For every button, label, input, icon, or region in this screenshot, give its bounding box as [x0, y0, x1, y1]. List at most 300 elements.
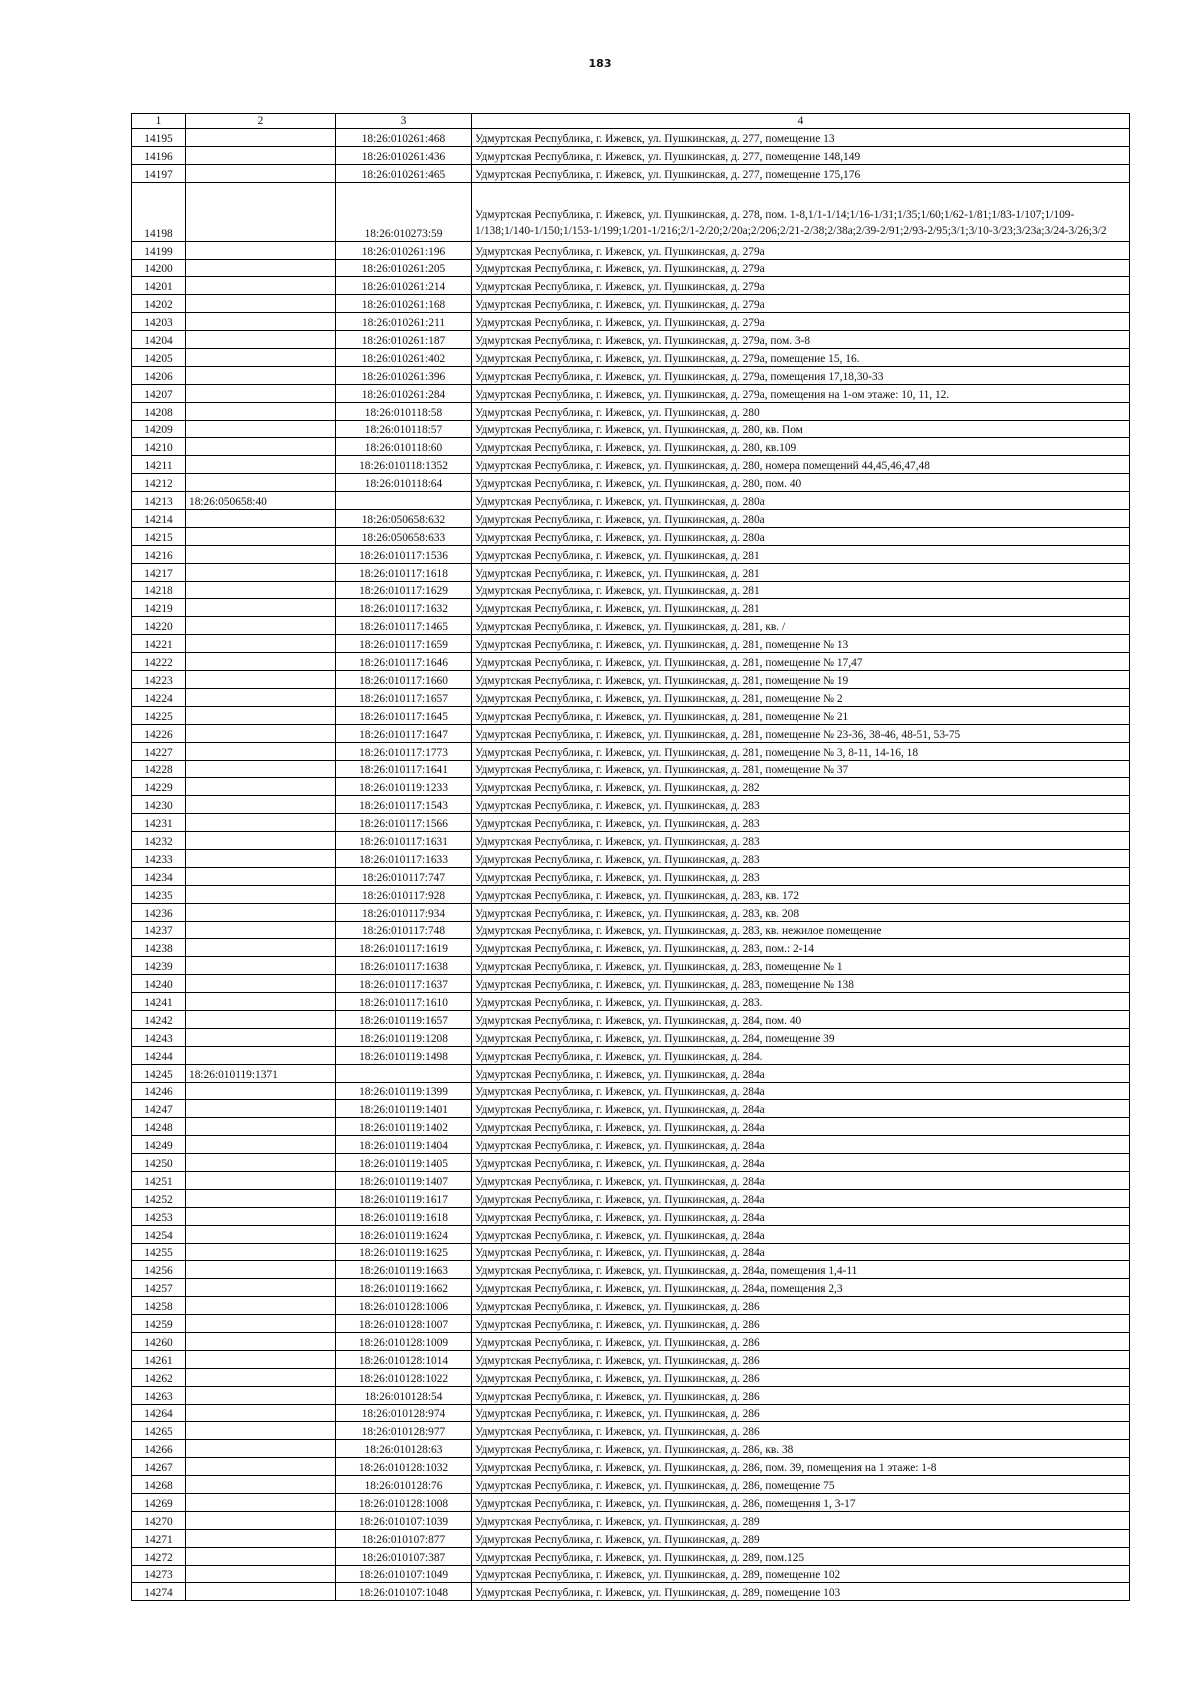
- table-row: [132, 1225, 1130, 1243]
- address-cell: Удмуртская Республика, г. Ижевск, ул. Пушкинская, д. 279а: [472, 313, 1130, 331]
- land-cadastral-cell: [186, 1511, 336, 1529]
- object-cadastral-cell: 18:26:010128:54: [336, 1386, 472, 1404]
- land-cadastral-cell: [186, 796, 336, 814]
- object-cadastral-cell: 18:26:010117:1465: [336, 617, 472, 635]
- address-cell: Удмуртская Республика, г. Ижевск, ул. Пушкинская, д. 280, пом. 40: [472, 474, 1130, 492]
- land-cadastral-cell: [186, 129, 336, 147]
- land-cadastral-cell: [186, 1225, 336, 1243]
- address-cell: Удмуртская Республика, г. Ижевск, ул. Пушкинская, д. 278, пом. 1-8,1/1-1/14;1/16-1/31;1/35;1/60;1/62-1/81;1/83-1/107;1/109-1/138;1/140-1/150;1/153-1/199;1/201-1/216;2/1-2/20;2/20а;2/206;2/21-2/38;2/38а;2/39-2/91;2/93-2/95;3/1;3/10-3/23;3/23а;3/24-3/26;3/2: [472, 182, 1130, 241]
- object-cadastral-cell: 18:26:010117:1629: [336, 581, 472, 599]
- row-number-cell: 14222: [132, 653, 186, 671]
- object-cadastral-cell: 18:26:010261:187: [336, 331, 472, 349]
- object-cadastral-cell: 18:26:010107:1048: [336, 1583, 472, 1601]
- object-cadastral-cell: 18:26:010119:1401: [336, 1100, 472, 1118]
- land-cadastral-cell: [186, 671, 336, 689]
- address-cell: Удмуртская Республика, г. Ижевск, ул. Пушкинская, д. 286: [472, 1386, 1130, 1404]
- table-row: [132, 1136, 1130, 1154]
- land-cadastral-cell: [186, 975, 336, 993]
- land-cadastral-cell: 18:26:050658:40: [186, 492, 336, 510]
- land-cadastral-cell: [186, 903, 336, 921]
- row-number-cell: 14260: [132, 1333, 186, 1351]
- object-cadastral-cell: 18:26:010128:977: [336, 1422, 472, 1440]
- object-cadastral-cell: 18:26:010128:76: [336, 1476, 472, 1494]
- row-number-cell: 14247: [132, 1100, 186, 1118]
- table-row: [132, 760, 1130, 778]
- row-number-cell: 14223: [132, 671, 186, 689]
- row-number-cell: 14224: [132, 688, 186, 706]
- address-cell: Удмуртская Республика, г. Ижевск, ул. Пушкинская, д. 281, помещение № 23-36, 38-46, 48-51, 53-75: [472, 724, 1130, 742]
- row-number-cell: 14267: [132, 1458, 186, 1476]
- table-row: [132, 1368, 1130, 1386]
- table-row: [132, 993, 1130, 1011]
- land-cadastral-cell: [186, 1565, 336, 1583]
- address-cell: Удмуртская Республика, г. Ижевск, ул. Пушкинская, д. 277, помещение 13: [472, 129, 1130, 147]
- address-cell: Удмуртская Республика, г. Ижевск, ул. Пушкинская, д. 279а: [472, 259, 1130, 277]
- row-number-cell: 14207: [132, 384, 186, 402]
- land-cadastral-cell: [186, 1243, 336, 1261]
- table-row: [132, 1189, 1130, 1207]
- table-row: [132, 1171, 1130, 1189]
- object-cadastral-cell: 18:26:010119:1498: [336, 1046, 472, 1064]
- object-cadastral-cell: 18:26:010117:1657: [336, 688, 472, 706]
- land-cadastral-cell: [186, 331, 336, 349]
- land-cadastral-cell: [186, 599, 336, 617]
- land-cadastral-cell: [186, 1171, 336, 1189]
- row-number-cell: 14227: [132, 742, 186, 760]
- table-row: [132, 581, 1130, 599]
- object-cadastral-cell: 18:26:010117:1566: [336, 814, 472, 832]
- land-cadastral-cell: [186, 1082, 336, 1100]
- table-row: [132, 1046, 1130, 1064]
- address-cell: Удмуртская Республика, г. Ижевск, ул. Пушкинская, д. 277, помещение 175,176: [472, 164, 1130, 182]
- row-number-cell: 14255: [132, 1243, 186, 1261]
- object-cadastral-cell: 18:26:010117:1659: [336, 635, 472, 653]
- object-cadastral-cell: 18:26:010117:1536: [336, 545, 472, 563]
- object-cadastral-cell: [336, 1064, 472, 1082]
- row-number-cell: 14253: [132, 1207, 186, 1225]
- row-number-cell: 14261: [132, 1350, 186, 1368]
- land-cadastral-cell: [186, 867, 336, 885]
- row-number-cell: 14200: [132, 259, 186, 277]
- object-cadastral-cell: 18:26:010118:58: [336, 402, 472, 420]
- address-cell: Удмуртская Республика, г. Ижевск, ул. Пушкинская, д. 286: [472, 1368, 1130, 1386]
- address-cell: Удмуртская Республика, г. Ижевск, ул. Пушкинская, д. 284а: [472, 1082, 1130, 1100]
- object-cadastral-cell: 18:26:010119:1405: [336, 1154, 472, 1172]
- address-cell: Удмуртская Республика, г. Ижевск, ул. Пушкинская, д. 281: [472, 563, 1130, 581]
- column-header-address: 4: [472, 114, 1130, 129]
- object-cadastral-cell: 18:26:010117:1543: [336, 796, 472, 814]
- land-cadastral-cell: [186, 885, 336, 903]
- object-cadastral-cell: [336, 492, 472, 510]
- object-cadastral-cell: 18:26:010119:1208: [336, 1028, 472, 1046]
- object-cadastral-cell: 18:26:010118:64: [336, 474, 472, 492]
- object-cadastral-cell: 18:26:010128:1007: [336, 1315, 472, 1333]
- row-number-cell: 14221: [132, 635, 186, 653]
- table-row: [132, 331, 1130, 349]
- object-cadastral-cell: 18:26:010119:1618: [336, 1207, 472, 1225]
- table-row: [132, 653, 1130, 671]
- row-number-cell: 14268: [132, 1476, 186, 1494]
- table-row: [132, 259, 1130, 277]
- table-row: [132, 796, 1130, 814]
- object-cadastral-cell: 18:26:010119:1399: [336, 1082, 472, 1100]
- row-number-cell: 14272: [132, 1547, 186, 1565]
- land-cadastral-cell: [186, 527, 336, 545]
- object-cadastral-cell: 18:26:010128:1009: [336, 1333, 472, 1351]
- land-cadastral-cell: [186, 849, 336, 867]
- land-cadastral-cell: [186, 688, 336, 706]
- address-cell: Удмуртская Республика, г. Ижевск, ул. Пушкинская, д. 284.: [472, 1046, 1130, 1064]
- object-cadastral-cell: 18:26:010119:1624: [336, 1225, 472, 1243]
- address-cell: Удмуртская Республика, г. Ижевск, ул. Пушкинская, д. 284а, помещения 1,4-11: [472, 1261, 1130, 1279]
- land-cadastral-cell: [186, 1207, 336, 1225]
- land-cadastral-cell: [186, 760, 336, 778]
- table-row: [132, 1261, 1130, 1279]
- row-number-cell: 14219: [132, 599, 186, 617]
- address-cell: Удмуртская Республика, г. Ижевск, ул. Пушкинская, д. 286, пом. 39, помещения на 1 этаже: 1-8: [472, 1458, 1130, 1476]
- address-cell: Удмуртская Республика, г. Ижевск, ул. Пушкинская, д. 281, помещение № 17,47: [472, 653, 1130, 671]
- address-cell: Удмуртская Республика, г. Ижевск, ул. Пушкинская, д. 286: [472, 1297, 1130, 1315]
- address-cell: Удмуртская Республика, г. Ижевск, ул. Пушкинская, д. 279а: [472, 241, 1130, 259]
- address-cell: Удмуртская Республика, г. Ижевск, ул. Пушкинская, д. 280: [472, 402, 1130, 420]
- row-number-cell: 14238: [132, 939, 186, 957]
- row-number-cell: 14239: [132, 957, 186, 975]
- address-cell: Удмуртская Республика, г. Ижевск, ул. Пушкинская, д. 284, пом. 40: [472, 1010, 1130, 1028]
- row-number-cell: 14228: [132, 760, 186, 778]
- land-cadastral-cell: [186, 1458, 336, 1476]
- address-cell: Удмуртская Республика, г. Ижевск, ул. Пушкинская, д. 283, кв. нежилое помещение: [472, 921, 1130, 939]
- address-cell: Удмуртская Республика, г. Ижевск, ул. Пушкинская, д. 279а, пом. 3-8: [472, 331, 1130, 349]
- object-cadastral-cell: 18:26:010117:748: [336, 921, 472, 939]
- row-number-cell: 14231: [132, 814, 186, 832]
- table-row: [132, 1565, 1130, 1583]
- row-number-cell: 14257: [132, 1279, 186, 1297]
- row-number-cell: 14259: [132, 1315, 186, 1333]
- land-cadastral-cell: [186, 939, 336, 957]
- address-cell: Удмуртская Республика, г. Ижевск, ул. Пушкинская, д. 283: [472, 832, 1130, 850]
- object-cadastral-cell: 18:26:010261:436: [336, 146, 472, 164]
- object-cadastral-cell: 18:26:010261:402: [336, 349, 472, 367]
- address-cell: Удмуртская Республика, г. Ижевск, ул. Пушкинская, д. 280, номера помещений 44,45,46,47,48: [472, 456, 1130, 474]
- land-cadastral-cell: [186, 241, 336, 259]
- table-row: [132, 688, 1130, 706]
- land-cadastral-cell: [186, 617, 336, 635]
- row-number-cell: 14252: [132, 1189, 186, 1207]
- row-number-cell: 14213: [132, 492, 186, 510]
- row-number-cell: 14233: [132, 849, 186, 867]
- land-cadastral-cell: [186, 1279, 336, 1297]
- land-cadastral-cell: [186, 635, 336, 653]
- object-cadastral-cell: 18:26:010119:1662: [336, 1279, 472, 1297]
- address-cell: Удмуртская Республика, г. Ижевск, ул. Пушкинская, д. 284а: [472, 1189, 1130, 1207]
- object-cadastral-cell: 18:26:010117:1641: [336, 760, 472, 778]
- table-row: [132, 492, 1130, 510]
- land-cadastral-cell: [186, 814, 336, 832]
- object-cadastral-cell: 18:26:010128:1006: [336, 1297, 472, 1315]
- table-row: [132, 366, 1130, 384]
- object-cadastral-cell: 18:26:010128:1008: [336, 1494, 472, 1512]
- row-number-cell: 14197: [132, 164, 186, 182]
- address-cell: Удмуртская Республика, г. Ижевск, ул. Пушкинская, д. 286: [472, 1350, 1130, 1368]
- row-number-cell: 14236: [132, 903, 186, 921]
- object-cadastral-cell: 18:26:010128:1014: [336, 1350, 472, 1368]
- table-row: [132, 1529, 1130, 1547]
- row-number-cell: 14218: [132, 581, 186, 599]
- object-cadastral-cell: 18:26:010107:877: [336, 1529, 472, 1547]
- object-cadastral-cell: 18:26:010261:284: [336, 384, 472, 402]
- object-cadastral-cell: 18:26:010261:214: [336, 277, 472, 295]
- land-cadastral-cell: [186, 146, 336, 164]
- table-row: [132, 1404, 1130, 1422]
- object-cadastral-cell: 18:26:010261:205: [336, 259, 472, 277]
- object-cadastral-cell: 18:26:010117:1618: [336, 563, 472, 581]
- address-cell: Удмуртская Республика, г. Ижевск, ул. Пушкинская, д. 284а: [472, 1136, 1130, 1154]
- object-cadastral-cell: 18:26:010117:1633: [336, 849, 472, 867]
- land-cadastral-cell: [186, 1046, 336, 1064]
- table-row: [132, 1386, 1130, 1404]
- land-cadastral-cell: [186, 474, 336, 492]
- object-cadastral-cell: 18:26:010119:1407: [336, 1171, 472, 1189]
- address-cell: Удмуртская Республика, г. Ижевск, ул. Пушкинская, д. 289, пом.125: [472, 1547, 1130, 1565]
- table-row: [132, 420, 1130, 438]
- object-cadastral-cell: 18:26:010261:196: [336, 241, 472, 259]
- address-cell: Удмуртская Республика, г. Ижевск, ул. Пушкинская, д. 286: [472, 1333, 1130, 1351]
- row-number-cell: 14244: [132, 1046, 186, 1064]
- row-number-cell: 14220: [132, 617, 186, 635]
- row-number-cell: 14225: [132, 706, 186, 724]
- table-row: [132, 146, 1130, 164]
- land-cadastral-cell: [186, 1028, 336, 1046]
- registry-table: [131, 113, 1130, 1601]
- table-row: [132, 867, 1130, 885]
- row-number-cell: 14248: [132, 1118, 186, 1136]
- address-cell: Удмуртская Республика, г. Ижевск, ул. Пушкинская, д. 283, помещение № 138: [472, 975, 1130, 993]
- address-cell: Удмуртская Республика, г. Ижевск, ул. Пушкинская, д. 283, помещение № 1: [472, 957, 1130, 975]
- row-number-cell: 14214: [132, 510, 186, 528]
- object-cadastral-cell: 18:26:050658:633: [336, 527, 472, 545]
- row-number-cell: 14237: [132, 921, 186, 939]
- table-row: [132, 1440, 1130, 1458]
- row-number-cell: 14249: [132, 1136, 186, 1154]
- table-row: [132, 903, 1130, 921]
- object-cadastral-cell: 18:26:010117:1660: [336, 671, 472, 689]
- land-cadastral-cell: [186, 313, 336, 331]
- row-number-cell: 14215: [132, 527, 186, 545]
- object-cadastral-cell: 18:26:010117:1646: [336, 653, 472, 671]
- land-cadastral-cell: [186, 456, 336, 474]
- address-cell: Удмуртская Республика, г. Ижевск, ул. Пушкинская, д. 284, помещение 39: [472, 1028, 1130, 1046]
- table-row: [132, 1494, 1130, 1512]
- address-cell: Удмуртская Республика, г. Ижевск, ул. Пушкинская, д. 284а: [472, 1171, 1130, 1189]
- land-cadastral-cell: [186, 706, 336, 724]
- table-row: [132, 1010, 1130, 1028]
- address-cell: Удмуртская Республика, г. Ижевск, ул. Пушкинская, д. 284а: [472, 1154, 1130, 1172]
- row-number-cell: 14258: [132, 1297, 186, 1315]
- land-cadastral-cell: [186, 1368, 336, 1386]
- table-row: [132, 1333, 1130, 1351]
- table-body: [132, 129, 1130, 1601]
- table-row: [132, 1547, 1130, 1565]
- table-row: [132, 438, 1130, 456]
- row-number-cell: 14232: [132, 832, 186, 850]
- row-number-cell: 14235: [132, 885, 186, 903]
- row-number-cell: 14199: [132, 241, 186, 259]
- land-cadastral-cell: [186, 581, 336, 599]
- land-cadastral-cell: [186, 1010, 336, 1028]
- address-cell: Удмуртская Республика, г. Ижевск, ул. Пушкинская, д. 282: [472, 778, 1130, 796]
- land-cadastral-cell: [186, 1136, 336, 1154]
- object-cadastral-cell: 18:26:010117:1619: [336, 939, 472, 957]
- address-cell: Удмуртская Республика, г. Ижевск, ул. Пушкинская, д. 284а, помещения 2,3: [472, 1279, 1130, 1297]
- row-number-cell: 14270: [132, 1511, 186, 1529]
- table-row: [132, 1350, 1130, 1368]
- address-cell: Удмуртская Республика, г. Ижевск, ул. Пушкинская, д. 289, помещение 102: [472, 1565, 1130, 1583]
- column-header-land-cadastral: 2: [186, 114, 336, 129]
- object-cadastral-cell: 18:26:010107:387: [336, 1547, 472, 1565]
- table-row: [132, 1028, 1130, 1046]
- object-cadastral-cell: 18:26:010261:396: [336, 366, 472, 384]
- object-cadastral-cell: 18:26:010261:168: [336, 295, 472, 313]
- object-cadastral-cell: 18:26:010119:1404: [336, 1136, 472, 1154]
- table-row: [132, 724, 1130, 742]
- object-cadastral-cell: 18:26:010117:1645: [336, 706, 472, 724]
- table-row: [132, 510, 1130, 528]
- object-cadastral-cell: 18:26:010107:1049: [336, 1565, 472, 1583]
- land-cadastral-cell: [186, 1494, 336, 1512]
- object-cadastral-cell: 18:26:010119:1663: [336, 1261, 472, 1279]
- land-cadastral-cell: [186, 1350, 336, 1368]
- row-number-cell: 14269: [132, 1494, 186, 1512]
- row-number-cell: 14256: [132, 1261, 186, 1279]
- row-number-cell: 14196: [132, 146, 186, 164]
- address-cell: Удмуртская Республика, г. Ижевск, ул. Пушкинская, д. 283: [472, 814, 1130, 832]
- land-cadastral-cell: [186, 957, 336, 975]
- row-number-cell: 14265: [132, 1422, 186, 1440]
- land-cadastral-cell: [186, 438, 336, 456]
- column-header-number: 1: [132, 114, 186, 129]
- address-cell: Удмуртская Республика, г. Ижевск, ул. Пушкинская, д. 281, помещение № 21: [472, 706, 1130, 724]
- table-row: [132, 1315, 1130, 1333]
- row-number-cell: 14273: [132, 1565, 186, 1583]
- address-cell: Удмуртская Республика, г. Ижевск, ул. Пушкинская, д. 280а: [472, 510, 1130, 528]
- address-cell: Удмуртская Республика, г. Ижевск, ул. Пушкинская, д. 286: [472, 1422, 1130, 1440]
- table-row: [132, 635, 1130, 653]
- table-row: [132, 742, 1130, 760]
- row-number-cell: 14245: [132, 1064, 186, 1082]
- address-cell: Удмуртская Республика, г. Ижевск, ул. Пушкинская, д. 286: [472, 1315, 1130, 1333]
- land-cadastral-cell: [186, 1529, 336, 1547]
- table-row: [132, 1082, 1130, 1100]
- address-cell: Удмуртская Республика, г. Ижевск, ул. Пушкинская, д. 280а: [472, 492, 1130, 510]
- land-cadastral-cell: [186, 1118, 336, 1136]
- table-row: [132, 182, 1130, 241]
- object-cadastral-cell: 18:26:010118:60: [336, 438, 472, 456]
- object-cadastral-cell: 18:26:010128:1032: [336, 1458, 472, 1476]
- address-cell: Удмуртская Республика, г. Ижевск, ул. Пушкинская, д. 281, помещение № 19: [472, 671, 1130, 689]
- object-cadastral-cell: 18:26:010128:63: [336, 1440, 472, 1458]
- object-cadastral-cell: 18:26:010117:928: [336, 885, 472, 903]
- object-cadastral-cell: 18:26:050658:632: [336, 510, 472, 528]
- address-cell: Удмуртская Республика, г. Ижевск, ул. Пушкинская, д. 283.: [472, 993, 1130, 1011]
- address-cell: Удмуртская Республика, г. Ижевск, ул. Пушкинская, д. 286, кв. 38: [472, 1440, 1130, 1458]
- land-cadastral-cell: [186, 832, 336, 850]
- table-row: [132, 563, 1130, 581]
- row-number-cell: 14209: [132, 420, 186, 438]
- land-cadastral-cell: [186, 1315, 336, 1333]
- table-row: [132, 1476, 1130, 1494]
- land-cadastral-cell: [186, 1547, 336, 1565]
- table-row: [132, 706, 1130, 724]
- object-cadastral-cell: 18:26:010119:1233: [336, 778, 472, 796]
- row-number-cell: 14203: [132, 313, 186, 331]
- address-cell: Удмуртская Республика, г. Ижевск, ул. Пушкинская, д. 283, кв. 208: [472, 903, 1130, 921]
- address-cell: Удмуртская Республика, г. Ижевск, ул. Пушкинская, д. 283, кв. 172: [472, 885, 1130, 903]
- address-cell: Удмуртская Республика, г. Ижевск, ул. Пушкинская, д. 279а, помещение 15, 16.: [472, 349, 1130, 367]
- address-cell: Удмуртская Республика, г. Ижевск, ул. Пушкинская, д. 280а: [472, 527, 1130, 545]
- table-row: [132, 241, 1130, 259]
- object-cadastral-cell: 18:26:010119:1657: [336, 1010, 472, 1028]
- table-row: [132, 921, 1130, 939]
- land-cadastral-cell: [186, 1404, 336, 1422]
- table-row: [132, 545, 1130, 563]
- row-number-cell: 14240: [132, 975, 186, 993]
- object-cadastral-cell: 18:26:010117:934: [336, 903, 472, 921]
- address-cell: Удмуртская Республика, г. Ижевск, ул. Пушкинская, д. 286: [472, 1404, 1130, 1422]
- land-cadastral-cell: [186, 724, 336, 742]
- address-cell: Удмуртская Республика, г. Ижевск, ул. Пушкинская, д. 277, помещение 148,149: [472, 146, 1130, 164]
- object-cadastral-cell: 18:26:010261:465: [336, 164, 472, 182]
- land-cadastral-cell: [186, 653, 336, 671]
- row-number-cell: 14264: [132, 1404, 186, 1422]
- object-cadastral-cell: 18:26:010119:1625: [336, 1243, 472, 1261]
- land-cadastral-cell: [186, 277, 336, 295]
- table-row: [132, 1279, 1130, 1297]
- land-cadastral-cell: [186, 259, 336, 277]
- address-cell: Удмуртская Республика, г. Ижевск, ул. Пушкинская, д. 286, помещения 1, 3-17: [472, 1494, 1130, 1512]
- land-cadastral-cell: [186, 402, 336, 420]
- table-row: [132, 939, 1130, 957]
- address-cell: Удмуртская Республика, г. Ижевск, ул. Пушкинская, д. 289: [472, 1529, 1130, 1547]
- table-row: [132, 1100, 1130, 1118]
- address-cell: Удмуртская Республика, г. Ижевск, ул. Пушкинская, д. 281: [472, 581, 1130, 599]
- table-row: [132, 1118, 1130, 1136]
- land-cadastral-cell: [186, 1154, 336, 1172]
- land-cadastral-cell: [186, 510, 336, 528]
- table-row: [132, 277, 1130, 295]
- object-cadastral-cell: 18:26:010128:974: [336, 1404, 472, 1422]
- table-row: [132, 1511, 1130, 1529]
- address-cell: Удмуртская Республика, г. Ижевск, ул. Пушкинская, д. 284а: [472, 1243, 1130, 1261]
- table-row: [132, 1422, 1130, 1440]
- row-number-cell: 14241: [132, 993, 186, 1011]
- land-cadastral-cell: [186, 1189, 336, 1207]
- row-number-cell: 14251: [132, 1171, 186, 1189]
- address-cell: Удмуртская Республика, г. Ижевск, ул. Пушкинская, д. 280, кв. Пом: [472, 420, 1130, 438]
- address-cell: Удмуртская Республика, г. Ижевск, ул. Пушкинская, д. 289, помещение 103: [472, 1583, 1130, 1601]
- address-cell: Удмуртская Республика, г. Ижевск, ул. Пушкинская, д. 283: [472, 867, 1130, 885]
- row-number-cell: 14229: [132, 778, 186, 796]
- address-cell: Удмуртская Республика, г. Ижевск, ул. Пушкинская, д. 279а: [472, 295, 1130, 313]
- row-number-cell: 14263: [132, 1386, 186, 1404]
- object-cadastral-cell: 18:26:010118:1352: [336, 456, 472, 474]
- table-row: [132, 129, 1130, 147]
- object-cadastral-cell: 18:26:010273:59: [336, 182, 472, 241]
- object-cadastral-cell: 18:26:010107:1039: [336, 1511, 472, 1529]
- land-cadastral-cell: [186, 384, 336, 402]
- land-cadastral-cell: [186, 295, 336, 313]
- table-row: [132, 814, 1130, 832]
- row-number-cell: 14230: [132, 796, 186, 814]
